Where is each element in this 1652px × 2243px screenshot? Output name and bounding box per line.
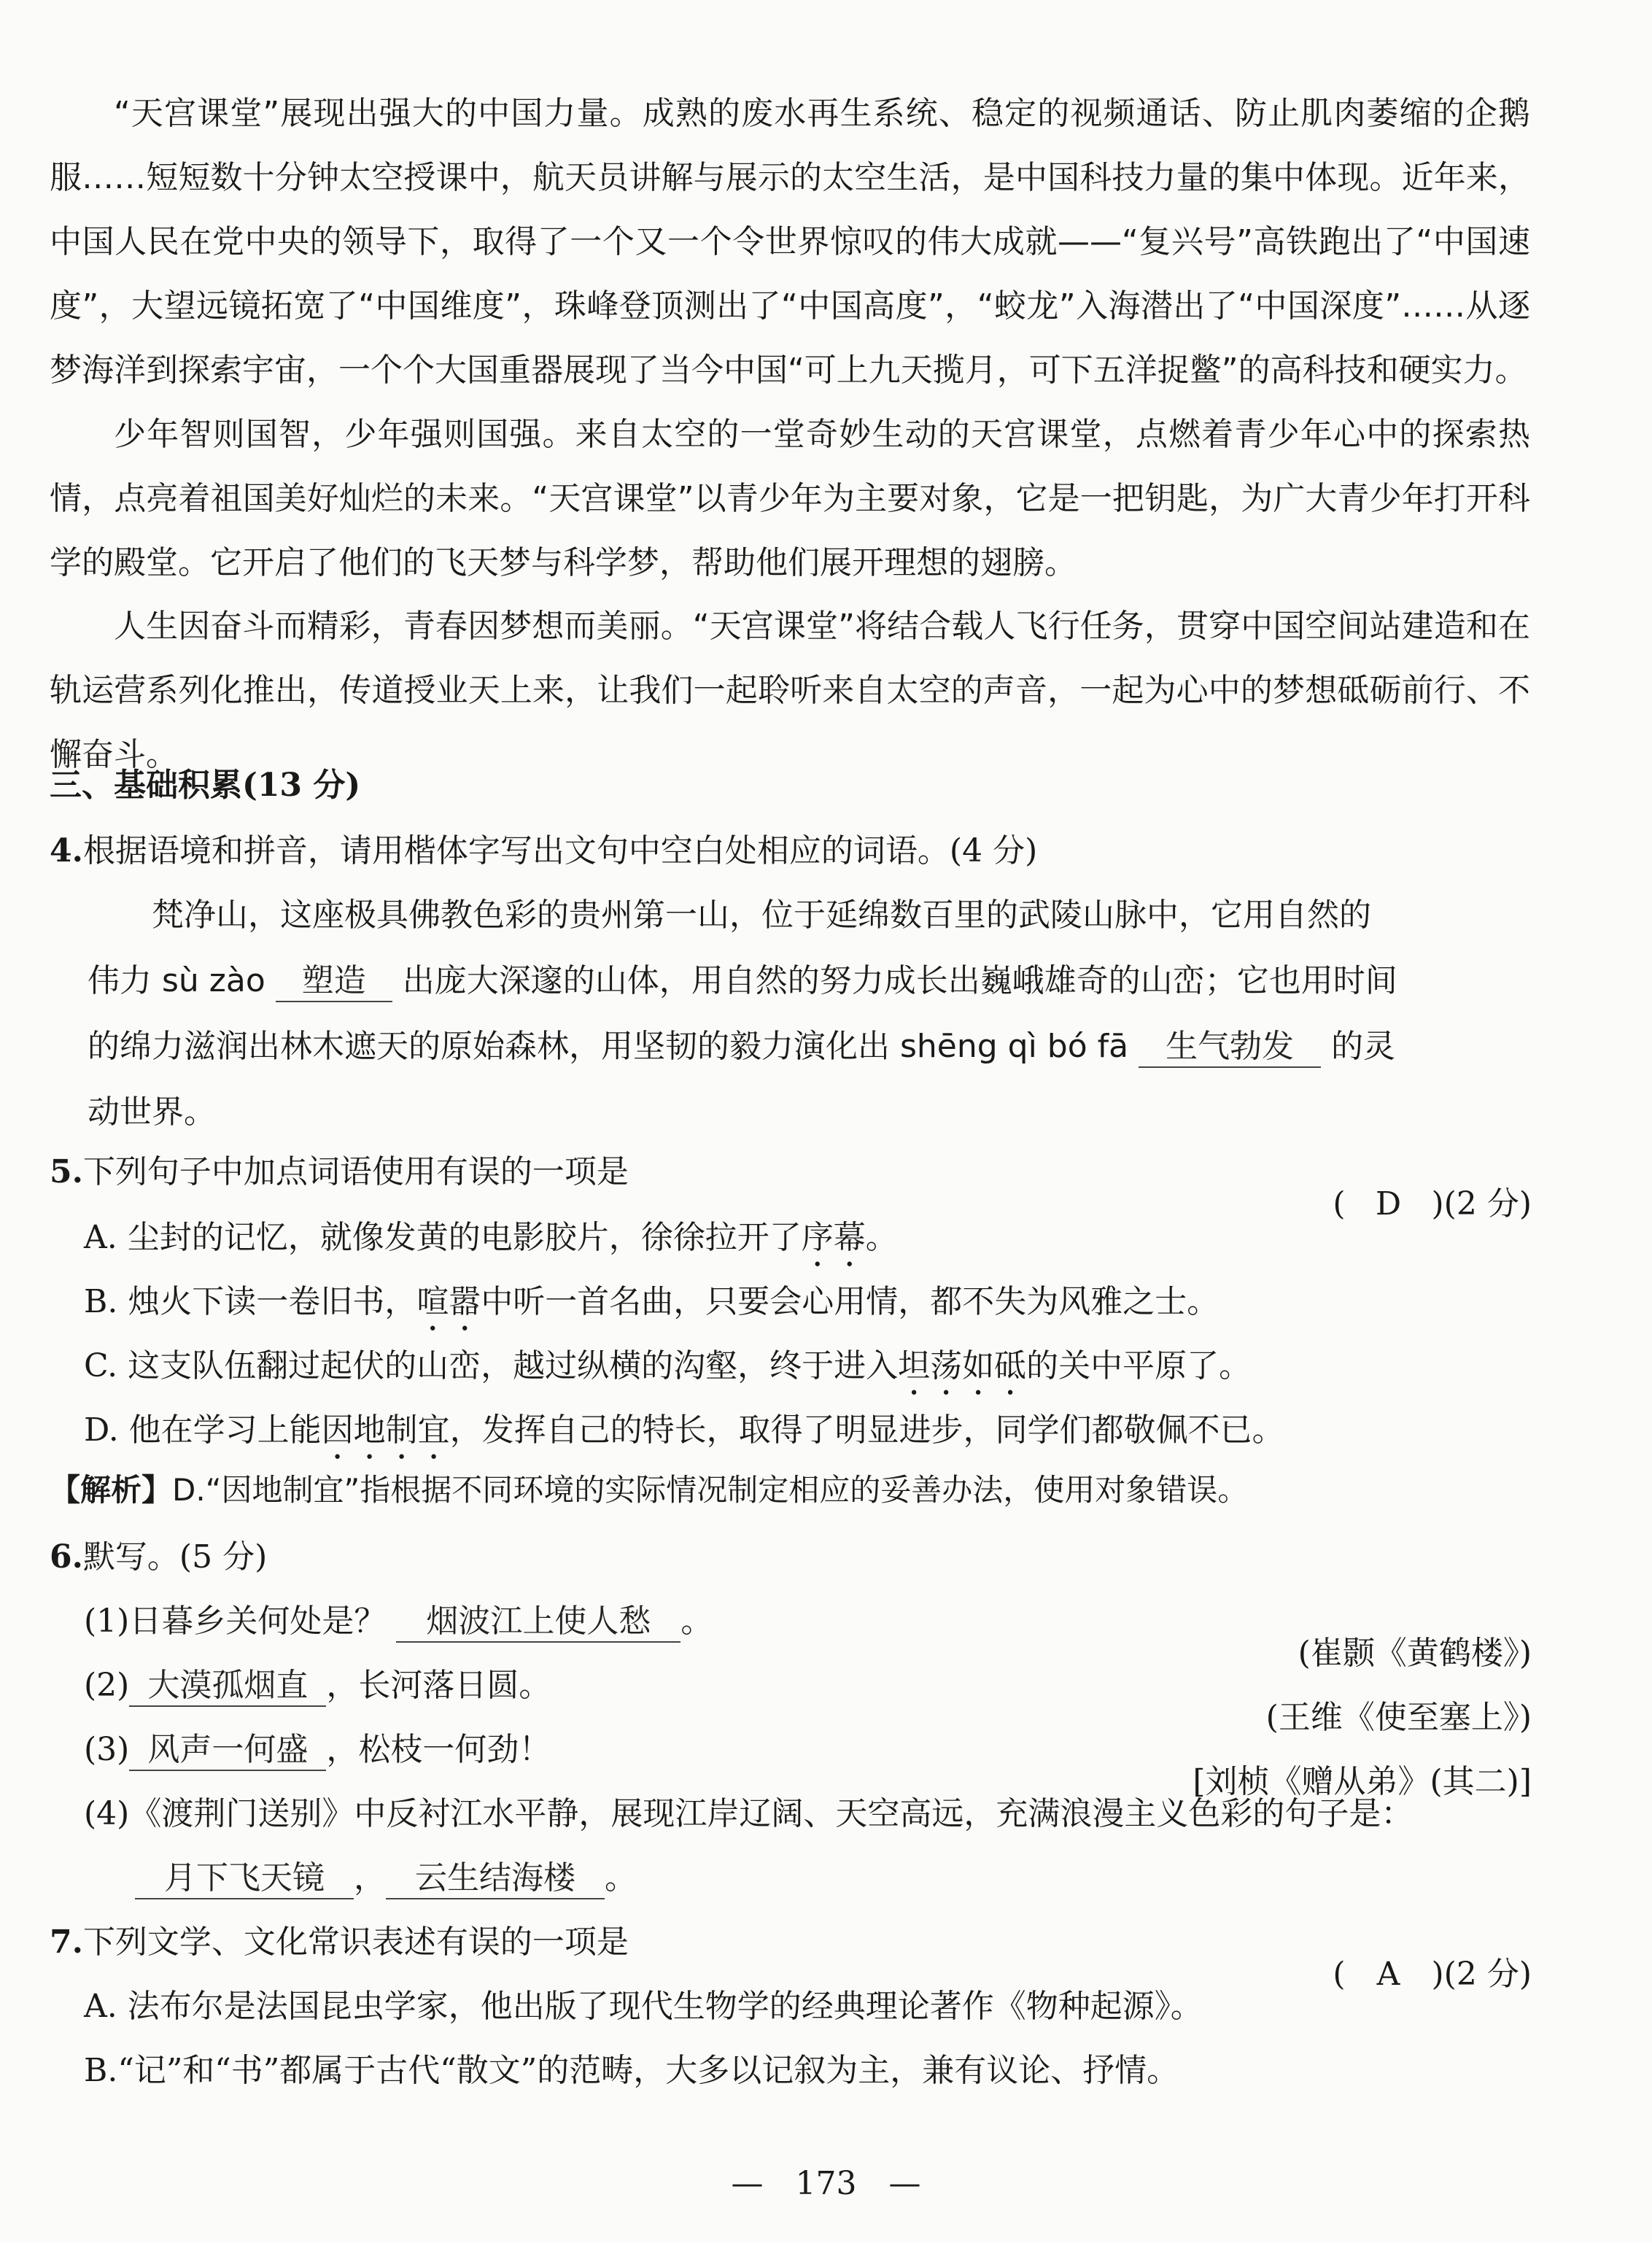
dotted-word: 坦荡如砥 <box>898 1347 1027 1384</box>
q6-stem-text: 默写。(5 分) <box>82 1538 268 1576</box>
item-text: ，松枝一何劲！ <box>326 1731 551 1768</box>
option-text: 中听一首名曲，只要会心用情，都不失为风雅之士。 <box>481 1283 1219 1320</box>
intro-paragraph-1: “天宫课堂”展现出强大的中国力量。成熟的废水再生系统、稳定的视频通话、防止肌肉萎缩的企鹅服……短短数十分钟太空授课中，航天员讲解与展示的太空生活，是中国科技力量的集中体现。近年来，中国人民在党中央的领导下，取得了一个又一个令世界惊叹的伟大成就——“复兴号”高铁跑出了“中国速度”，大望远镜拓宽了“中国维度”，珠峰登顶测出了“中国高度”，“蛟龙”入海潜出了“中国深度”……从逐梦海洋到探索宇宙，一个个大国重器展现了当今中国“可上九天揽月，可下五洋捉鳖”的高科技和硬实力。 <box>50 95 1530 389</box>
q5-stem-text: 下列句子中加点词语使用有误的一项是 <box>82 1153 629 1190</box>
q6-number: 6. <box>50 1538 83 1576</box>
q4-passage-line-4: 动世界。 <box>88 1093 216 1131</box>
intro-paragraph-3: 人生因奋斗而精彩，青春因梦想而美丽。“天宫课堂”将结合载人飞行任务，贯穿中国空间站建造和在轨运营系列化推出，传道授业天上来，让我们一起聆听来自太空的声音，一起为心中的梦想砥砺前行、不懈奋斗。 <box>50 608 1530 773</box>
analysis-text: D.“因地制宜”指根据不同环境的实际情况制定相应的妥善办法，使用对象错误。 <box>172 1472 1249 1508</box>
q4-passage-line-2 <box>88 954 1397 1002</box>
intro-paragraph-2: 少年智则国智，少年强则国强。来自太空的一堂奇妙生动的天宫课堂，点燃着青少年心中的探索热情，点亮着祖国美好灿烂的未来。“天宫课堂”以青少年为主要对象，它是一把钥匙，为广大青少年打开科学的殿堂。它开启了他们的飞天梦与科学梦，帮助他们展开理想的翅膀。 <box>50 416 1530 581</box>
q5-stem <box>50 1145 629 1192</box>
q6-answer-4a: 月下飞天镜 <box>135 1859 354 1899</box>
item-text: (3) <box>84 1731 130 1768</box>
page-footer <box>0 2165 1652 2202</box>
q7-stem <box>50 1915 629 1962</box>
q4-pinyin-1: sù zào <box>162 962 265 999</box>
q4-passage-line-1: 梵净山，这座极具佛教色彩的贵州第一山，位于延绵数百里的武陵山脉中，它用自然的 <box>152 896 1371 934</box>
q4-stem-text: 根据语境和拼音，请用楷体字写出文句中空白处相应的词语。(4 分) <box>82 832 1038 869</box>
item-text: (2) <box>84 1667 130 1704</box>
item-text: ，长河落日圆。 <box>326 1667 551 1704</box>
q7-option-b: B.“记”和“书”都属于古代“散文”的范畴，大多以记叙为主，兼有议论、抒情。 <box>84 2052 1179 2089</box>
q5-answer-bracket <box>1333 1177 1532 1224</box>
q6-answer-1: 烟波江上使人愁 <box>396 1603 680 1643</box>
q6-answer-4b: 云生结海楼 <box>386 1859 605 1899</box>
q4-passage-line-3 <box>88 1020 1395 1068</box>
dotted-word: 因地制宜 <box>321 1411 450 1449</box>
page-number: 173 <box>795 2165 857 2202</box>
q4-answer-2: 生气勃发 <box>1139 1028 1321 1068</box>
q5-analysis <box>50 1466 1248 1510</box>
q7-stem-text: 下列文学、文化常识表述有误的一项是 <box>82 1924 629 1961</box>
bracket: ( <box>1333 1185 1346 1223</box>
q6-source-3: [刘桢《赠从弟》(其二)] <box>1193 1763 1532 1800</box>
footer-dash-right: — <box>888 2165 921 2202</box>
q7-option-a: A. 法布尔是法国昆虫学家，他出版了现代生物学的经典理论著作《物种起源》。 <box>84 1988 1203 2025</box>
q4-text: 伟力 <box>88 962 162 999</box>
item-text: ， <box>354 1859 386 1897</box>
q7-answer-bracket <box>1333 1948 1532 1994</box>
q4-text: 的绵力滋润出林木遮天的原始森林，用坚韧的毅力演化出 <box>88 1028 900 1065</box>
q5-option-a <box>84 1211 898 1274</box>
option-text: 的关中平原了。 <box>1026 1347 1252 1384</box>
q5-option-d <box>84 1403 1284 1467</box>
q6-item-2 <box>84 1659 551 1707</box>
q5-number: 5. <box>50 1153 83 1190</box>
analysis-tag: 【解析】 <box>50 1472 173 1508</box>
q6-answer-3: 风声一何盛 <box>129 1731 326 1771</box>
q6-stem <box>50 1530 267 1577</box>
footer-dash-left: — <box>731 2165 764 2202</box>
q4-stem <box>50 824 1037 871</box>
option-text: B. 烛火下读一卷旧书， <box>84 1283 417 1320</box>
option-text: 。 <box>865 1219 898 1256</box>
q6-source-2: (王维《使至塞上》) <box>1265 1699 1532 1736</box>
q5-option-b <box>84 1275 1219 1339</box>
item-text: 。 <box>680 1603 713 1640</box>
item-text: 。 <box>605 1859 637 1897</box>
q4-number: 4. <box>50 832 83 869</box>
bracket: )(2 分) <box>1431 1185 1532 1223</box>
q7-answer: A <box>1376 1956 1400 1993</box>
bracket: )(2 分) <box>1431 1956 1532 1993</box>
bracket: ( <box>1333 1956 1346 1993</box>
dotted-word: 喧嚣 <box>416 1283 481 1320</box>
q7-number: 7. <box>50 1924 83 1961</box>
option-text: ，发挥自己的特长，取得了明显进步，同学们都敬佩不已。 <box>449 1411 1284 1449</box>
option-text: A. 尘封的记忆，就像发黄的电影胶片，徐徐拉开了 <box>84 1219 802 1256</box>
item-text: (1)日暮乡关何处是？ <box>84 1603 387 1640</box>
dotted-word: 序幕 <box>801 1219 866 1256</box>
q4-text: 的灵 <box>1331 1028 1396 1065</box>
q4-answer-1: 塑造 <box>276 962 392 1002</box>
q6-item-4-answers <box>135 1851 637 1899</box>
q6-item-1 <box>84 1595 713 1643</box>
q6-source-1: (崔颢《黄鹤楼》) <box>1298 1635 1532 1672</box>
q4-text: 出庞大深邃的山体，用自然的努力成长出巍峨雄奇的山峦；它也用时间 <box>402 962 1397 999</box>
q5-option-c <box>84 1339 1251 1403</box>
q6-answer-2: 大漠孤烟直 <box>129 1667 326 1707</box>
option-text: D. 他在学习上能 <box>84 1411 322 1449</box>
q5-answer: D <box>1375 1185 1402 1223</box>
q6-item-4: (4)《渡荆门送别》中反衬江水平静，展现江岸辽阔、天空高远，充满浪漫主义色彩的句子是： <box>84 1795 1413 1832</box>
section-title: 三、基础积累(13 分) <box>50 767 361 804</box>
q6-item-3 <box>84 1723 551 1771</box>
option-text: C. 这支队伍翻过起伏的山峦，越过纵横的沟壑，终于进入 <box>84 1347 899 1384</box>
q4-pinyin-2: shēng qì bó fā <box>899 1028 1129 1065</box>
